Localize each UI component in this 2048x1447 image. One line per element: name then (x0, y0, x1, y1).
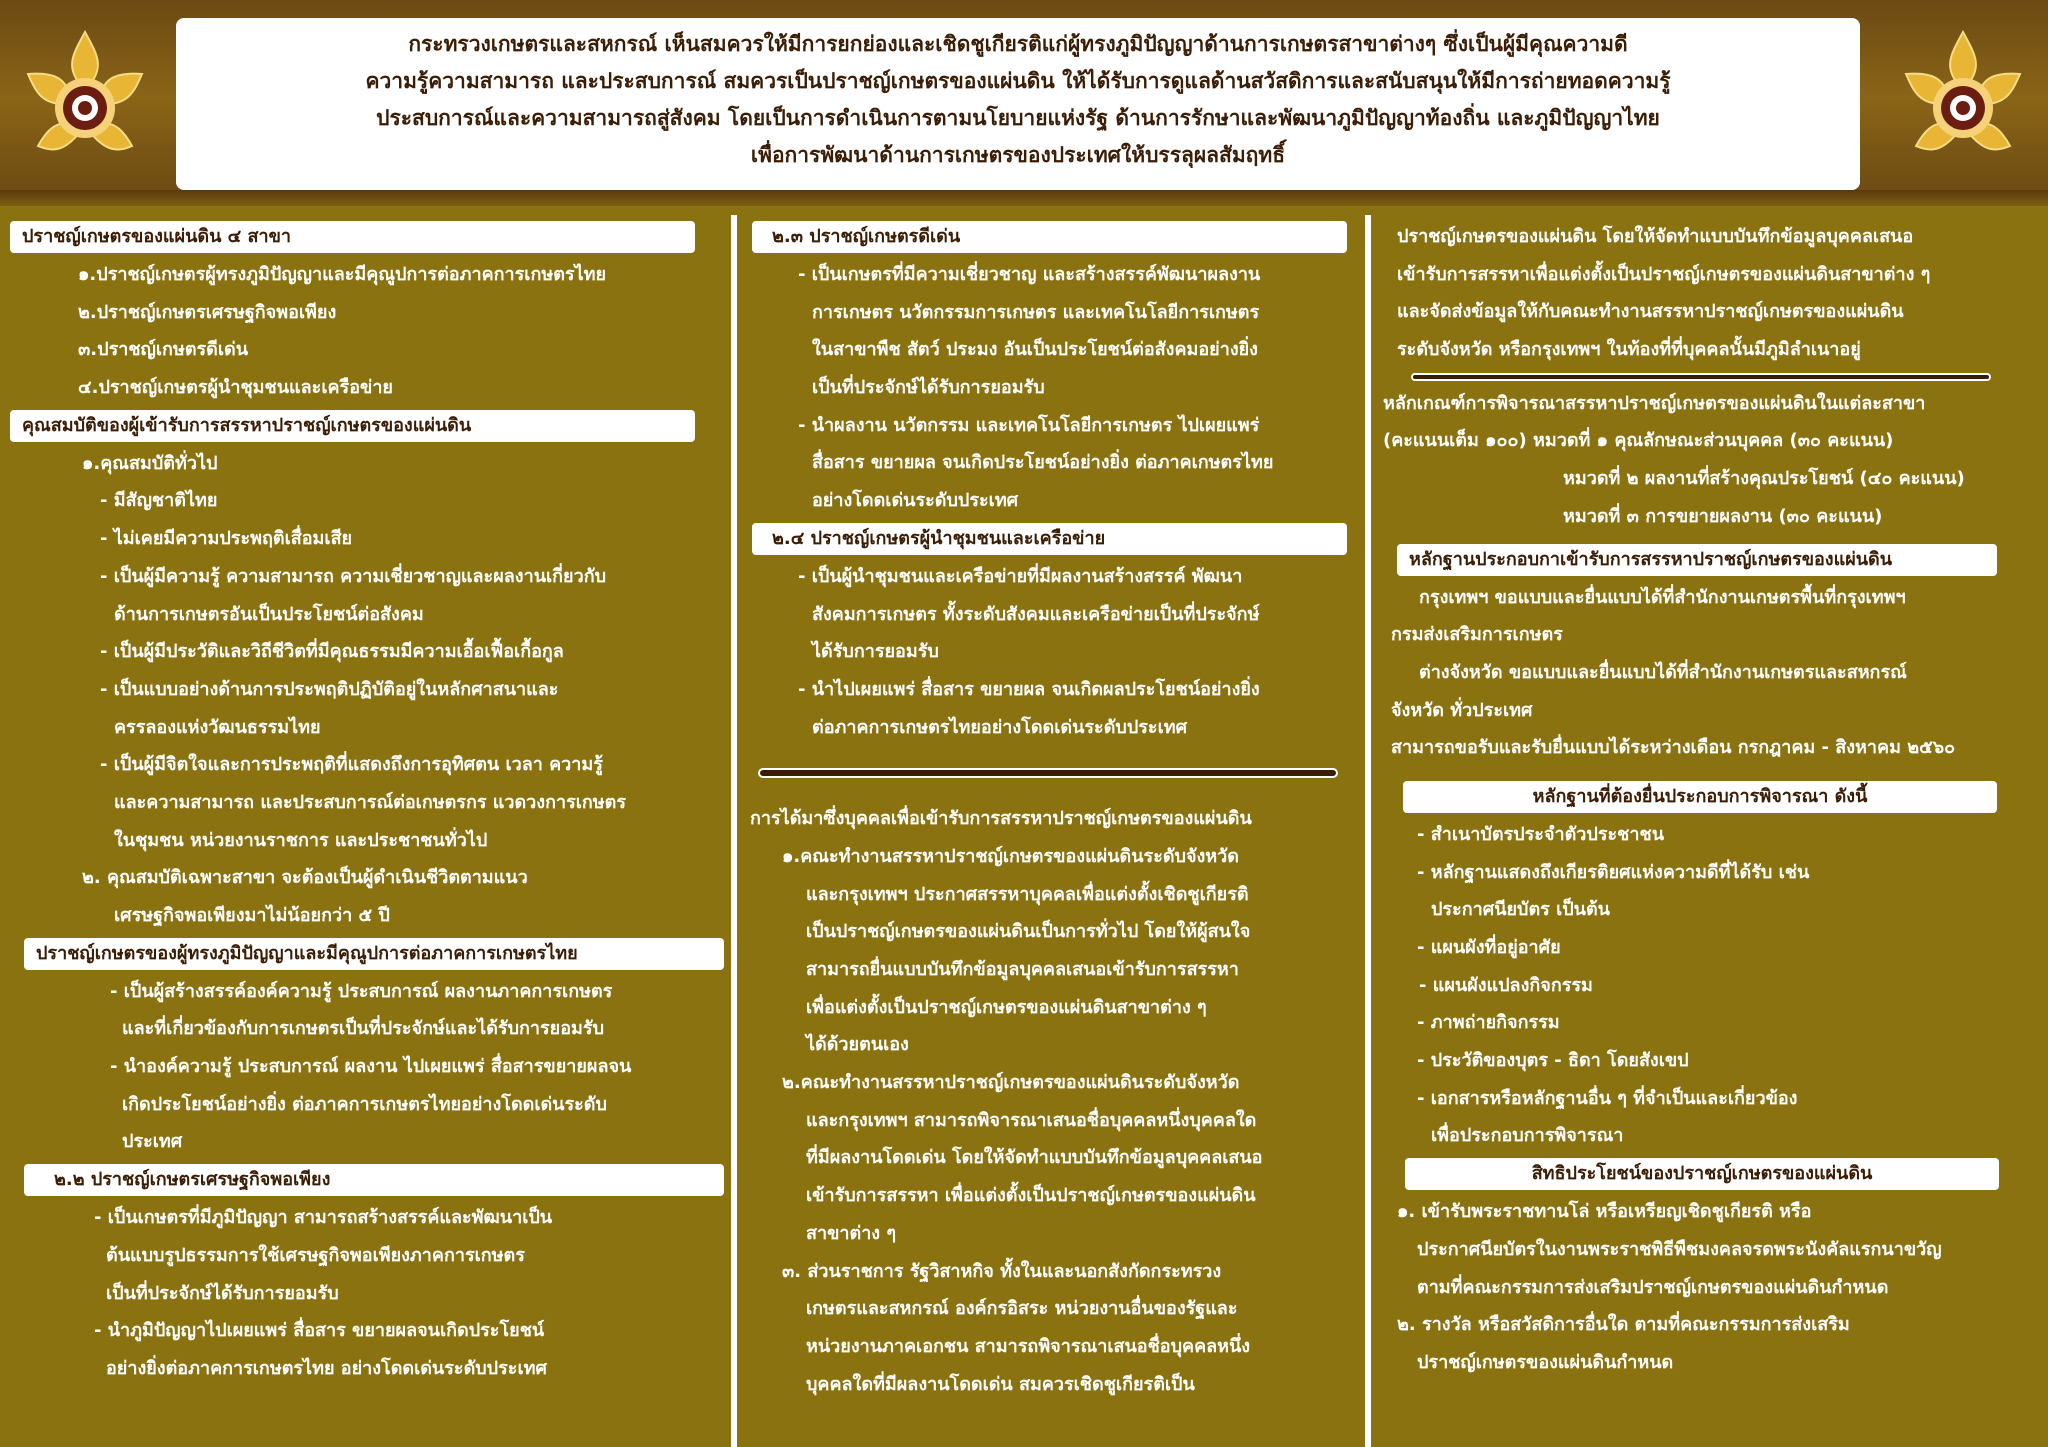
branch-detail-line: - นำองค์ความรู้ ประสบการณ์ ผลงาน ไปเผยแพร่ สื่อสารขยายผลจน (110, 1056, 632, 1078)
branch-detail-line: และที่เกี่ยวข้องกับการเกษตรเป็นที่ประจักษ์และได้รับการยอมรับ (122, 1018, 604, 1040)
qualification-line: ในชุมชน หน่วยงานราชการ และประชาชนทั่วไป (114, 829, 488, 851)
nomination-line: เป็นปราชญ์เกษตรของแผ่นดินเป็นการทั่วไป โดยให้ผู้สนใจ (806, 921, 1251, 943)
header-banner (0, 0, 2048, 197)
branch-detail-line: เกิดประโยชน์อย่างยิ่ง ต่อภาคการเกษตรไทยอย่างโดดเด่นระดับ (122, 1093, 607, 1115)
benefit-line: ๒. รางวัล หรือสวัสดิการอื่นใด ตามที่คณะกรรมการส่งเสริม (1397, 1314, 1850, 1336)
nomination-line: บุคคลใดที่มีผลงานโดดเด่น สมควรเชิดชูเกียรติเป็น (806, 1373, 1195, 1395)
branch-item: ๔.ปราชญ์เกษตรผู้นำชุมชนและเครือข่าย (78, 377, 393, 399)
nomination-line: สามารถยื่นแบบบันทึกข้อมูลบุคคลเสนอเข้ารับการสรรหา (806, 959, 1239, 980)
header-line: ความรู้ความสามารถ และประสบการณ์ สมควรเป็นปราชญ์เกษตรของแผ่นดิน ให้ได้รับการดูแลด้านสวัสดิการและสนับสนุนให้มีการถ่ายทอดความรู้ (365, 69, 1671, 93)
nomination-line: เข้ารับการสรรหา เพื่อแต่งตั้งเป็นปราชญ์เกษตรของแผ่นดิน (806, 1185, 1256, 1207)
evidence-line: กรุงเทพฯ ขอแบบและยื่นแบบได้ที่สำนักงานเกษตรพื้นที่กรุงเทพฯ (1419, 586, 1906, 608)
branch-detail-line: อย่างยิ่งต่อภาคการเกษตรไทย อย่างโดดเด่นระดับประเทศ (106, 1357, 547, 1379)
criteria-line: (คะแนนเต็ม ๑๐๐) หมวดที่ ๑ คุณลักษณะส่วนบุคคล (๓๐ คะแนน) (1383, 430, 1894, 452)
branch-detail-line: สังคมการเกษตร ทั้งระดับสังคมและเครือข่ายเป็นที่ประจักษ์ (812, 603, 1260, 625)
lotus-emblem-icon (1898, 28, 2028, 168)
intro-line: และจัดส่งข้อมูลให้กับคณะทำงานสรรหาปราชญ์เกษตรของแผ่นดิน (1397, 301, 1904, 323)
document-item: ประกาศนียบัตร เป็นต้น (1431, 899, 1610, 921)
qualification-line: - ไม่เคยมีความประพฤติเสื่อมเสีย (100, 528, 353, 550)
document-item: - สำเนาบัตรประจำตัวประชาชน (1417, 823, 1664, 845)
branch-detail-line: - นำไปเผยแพร่ สื่อสาร ขยายผล จนเกิดผลประโยชน์อย่างยิ่ง (798, 678, 1260, 700)
section-divider (1411, 373, 1991, 381)
header-statement (176, 18, 1860, 190)
qualification-line: - เป็นผู้มีความรู้ ความสามารถ ความเชี่ยวชาญและผลงานเกี่ยวกับ (100, 565, 607, 587)
document-item: เพื่อประกอบการพิจารณา (1431, 1125, 1624, 1147)
branch-item: ๓.ปราชญ์เกษตรดีเด่น (78, 339, 249, 361)
section-heading: ปราชญ์เกษตรของผู้ทรงภูมิปัญญาและมีคุณูปการต่อภาคการเกษตรไทย (24, 938, 724, 970)
nomination-line: ๓. ส่วนราชการ รัฐวิสาหกิจ ทั้งในและนอกสังกัดกระทรวง (782, 1260, 1222, 1282)
criteria-line: หลักเกณฑ์การพิจารณาสรรหาปราชญ์เกษตรของแผ่นดินในแต่ละสาขา (1383, 392, 1926, 414)
nomination-line: เกษตรและสหกรณ์ องค์กรอิสระ หน่วยงานอื่นของรัฐและ (806, 1298, 1238, 1320)
branch-item: ๑.ปราชญ์เกษตรผู้ทรงภูมิปัญญาและมีคุณูปการต่อภาคการเกษตรไทย (78, 264, 607, 285)
branch-detail-line: - เป็นผู้สร้างสรรค์องค์ความรู้ ประสบการณ์ ผลงานภาคการเกษตร (110, 980, 613, 1002)
evidence-line: กรมส่งเสริมการเกษตร (1391, 624, 1563, 646)
branch-detail-line: สื่อสาร ขยายผล จนเกิดประโยชน์อย่างยิ่ง ต่อภาคเกษตรไทย (812, 452, 1274, 474)
branch-detail-line: ต้นแบบรูปธรรมการใช้เศรษฐกิจพอเพียงภาคการเกษตร (106, 1244, 525, 1266)
branch-detail-line: ได้รับการยอมรับ (812, 641, 939, 663)
column-middle (748, 218, 1358, 1403)
section-heading: สิทธิประโยชน์ของปราชญ์เกษตรของแผ่นดิน (1405, 1158, 1999, 1190)
nomination-line: ๒.คณะทำงานสรรหาปราชญ์เกษตรของแผ่นดินระดับจังหวัด (782, 1072, 1240, 1094)
branch-detail-line: - นำผลงาน นวัตกรรม และเทคโนโลยีการเกษตร ไปเผยแพร่ (798, 414, 1260, 436)
column-divider (731, 215, 737, 1447)
nomination-line: หน่วยงานภาคเอกชน สามารถพิจารณาเสนอชื่อบุคคลหนึ่ง (806, 1335, 1251, 1357)
header-bottom-band (0, 190, 2048, 206)
nomination-line: สาขาต่าง ๆ (806, 1222, 897, 1244)
section-heading: หลักฐานที่ต้องยื่นประกอบการพิจารณา ดังนี้ (1403, 781, 1997, 813)
document-item: - ภาพถ่ายกิจกรรม (1417, 1012, 1560, 1034)
branch-detail-line: - นำภูมิปัญญาไปเผยแพร่ สื่อสาร ขยายผลจนเกิดประโยชน์ (94, 1320, 545, 1342)
intro-line: เข้ารับการสรรหาเพื่อแต่งตั้งเป็นปราชญ์เกษตรของแผ่นดินสาขาต่าง ๆ (1397, 263, 1931, 285)
evidence-line: สามารถขอรับและรับยื่นแบบได้ระหว่างเดือน กรกฎาคม - สิงหาคม ๒๕๖๐ (1391, 737, 1956, 759)
nomination-line: และกรุงเทพฯ สามารถพิจารณาเสนอชื่อบุคคลหนึ่งบุคคลใด (806, 1109, 1257, 1131)
qualification-line: ๑.คุณสมบัติทั่วไป (82, 452, 218, 474)
evidence-line: ต่างจังหวัด ขอแบบและยื่นแบบได้ที่สำนักงานเกษตรและสหกรณ์ (1419, 661, 1907, 683)
nomination-title: การได้มาซึ่งบุคคลเพื่อเข้ารับการสรรหาปราชญ์เกษตรของแผ่นดิน (750, 808, 1252, 830)
nomination-line: เพื่อแต่งตั้งเป็นปราชญ์เกษตรของแผ่นดินสาขาต่าง ๆ (806, 996, 1207, 1018)
branch-detail-line: อย่างโดดเด่นระดับประเทศ (812, 490, 1019, 512)
document-item: - หลักฐานแสดงถึงเกียรติยศแห่งความดีที่ได้รับ เช่น (1417, 861, 1810, 883)
qualification-line: - มีสัญชาติไทย (100, 490, 218, 512)
column-left (10, 218, 720, 1388)
section-heading: คุณสมบัติของผู้เข้ารับการสรรหาปราชญ์เกษตรของแผ่นดิน (10, 410, 695, 442)
intro-line: ระดับจังหวัด หรือกรุงเทพฯ ในท้องที่ที่บุคคลนั้นมีภูมิลำเนาอยู่ (1397, 339, 1861, 361)
benefit-line: ประกาศนียบัตรในงานพระราชพิธีพืชมงคลจรดพระนังคัลแรกนาขวัญ (1417, 1238, 1942, 1260)
benefit-line: ตามที่คณะกรรมการส่งเสริมปราชญ์เกษตรของแผ่นดินกำหนด (1417, 1276, 1889, 1298)
section-divider (758, 768, 1338, 778)
qualification-line: ด้านการเกษตรอันเป็นประโยชน์ต่อสังคม (114, 603, 424, 625)
benefit-line: ๑. เข้ารับพระราชทานโล่ หรือเหรียญเชิดชูเกียรติ หรือ (1397, 1201, 1812, 1223)
qualification-line: ๒. คุณสมบัติเฉพาะสาขา จะต้องเป็นผู้ดำเนินชีวิตตามแนว (82, 867, 528, 889)
branch-detail-line: ในสาขาพืช สัตว์ ประมง อันเป็นประโยชน์ต่อสังคมอย่างยิ่ง (812, 339, 1258, 361)
qualification-line: - เป็นผู้มีประวัติและวิถีชีวิตที่มีคุณธรรมมีความเอื้อเฟื้อเกื้อกูล (100, 641, 564, 663)
section-heading: ปราชญ์เกษตรของแผ่นดิน ๔ สาขา (10, 221, 695, 253)
column-right (1383, 218, 2038, 1382)
qualification-line: เศรษฐกิจพอเพียงมาไม่น้อยกว่า ๕ ปี (114, 905, 390, 926)
section-heading: ๒.๓ ปราชญ์เกษตรดีเด่น (752, 221, 1347, 253)
header-line: เพื่อการพัฒนาด้านการเกษตรของประเทศให้บรรลุผลสัมฤทธิ์ (750, 143, 1286, 167)
section-heading: หลักฐานประกอบกาเข้ารับการสรรหาปราชญ์เกษตรของแผ่นดิน (1397, 544, 1997, 576)
qualification-line: และความสามารถ และประสบการณ์ต่อเกษตรกร แวดวงการเกษตร (114, 791, 627, 813)
branch-detail-line: การเกษตร นวัตกรรมการเกษตร และเทคโนโลยีการเกษตร (812, 301, 1260, 323)
branch-detail-line: เป็นที่ประจักษ์ได้รับการยอมรับ (106, 1282, 339, 1304)
nomination-line: ๑.คณะทำงานสรรหาปราชญ์เกษตรของแผ่นดินระดับจังหวัด (782, 845, 1239, 867)
header-line: กระทรวงเกษตรและสหกรณ์ เห็นสมควรให้มีการยกย่องและเชิดชูเกียรติแก่ผู้ทรงภูมิปัญญาด้านการเกษตรสาขาต่างๆ ซึ่งเป็นผู้มีคุณความดี (408, 32, 1628, 56)
branch-detail-line: - เป็นเกษตรที่มีความเชี่ยวชาญ และสร้างสรรค์พัฒนาผลงาน (798, 264, 1261, 285)
branch-detail-line: ต่อภาคการเกษตรไทยอย่างโดดเด่นระดับประเทศ (812, 716, 1188, 738)
branch-detail-line: ประเทศ (122, 1131, 183, 1153)
evidence-line: จังหวัด ทั่วประเทศ (1391, 699, 1533, 721)
document-item: - แผนผังแปลงกิจกรรม (1419, 974, 1593, 996)
branch-detail-line: เป็นที่ประจักษ์ได้รับการยอมรับ (812, 377, 1045, 399)
document-item: - เอกสารหรือหลักฐานอื่น ๆ ที่จำเป็นและเกี่ยวข้อง (1417, 1087, 1798, 1109)
section-heading: ๒.๒ ปราชญ์เกษตรเศรษฐกิจพอเพียง (24, 1164, 724, 1196)
qualification-line: - เป็นผู้มีจิตใจและการประพฤติที่แสดงถึงการอุทิศตน เวลา ความรู้ (100, 754, 603, 776)
branch-detail-line: - เป็นเกษตรที่มีภูมิปัญญา สามารถสร้างสรรค์และพัฒนาเป็น (94, 1207, 553, 1229)
lotus-emblem-icon (20, 28, 150, 168)
column-divider (1365, 215, 1371, 1447)
document-item: - ประวัติของบุตร - ธิดา โดยสังเขป (1417, 1050, 1689, 1072)
nomination-line: ได้ด้วยตนเอง (806, 1034, 909, 1056)
document-item: - แผนผังที่อยู่อาศัย (1417, 937, 1561, 958)
nomination-line: และกรุงเทพฯ ประกาศสรรหาบุคคลเพื่อแต่งตั้งเชิดชูเกียรติ (806, 883, 1249, 905)
intro-line: ปราชญ์เกษตรของแผ่นดิน โดยให้จัดทำแบบบันทึกข้อมูลบุคคลเสนอ (1397, 226, 1914, 247)
criteria-line: หมวดที่ ๓ การขยายผลงาน (๓๐ คะแนน) (1563, 505, 1883, 527)
benefit-line: ปราชญ์เกษตรของแผ่นดินกำหนด (1417, 1351, 1674, 1373)
branch-item: ๒.ปราชญ์เกษตรเศรษฐกิจพอเพียง (78, 301, 337, 323)
criteria-line: หมวดที่ ๒ ผลงานที่สร้างคุณประโยชน์ (๔๐ คะแนน) (1563, 468, 1965, 490)
nomination-line: ที่มีผลงานโดดเด่น โดยให้จัดทำแบบบันทึกข้อมูลบุคคลเสนอ (806, 1147, 1263, 1169)
qualification-line: - เป็นแบบอย่างด้านการประพฤติปฏิบัติอยู่ในหลักศาสนาและ (100, 678, 559, 700)
qualification-line: ครรลองแห่งวัฒนธรรมไทย (114, 716, 321, 738)
header-line: ประสบการณ์และความสามารถสู่สังคม โดยเป็นการดำเนินการตามนโยบายแห่งรัฐ ด้านการรักษาและพัฒนาภูมิปัญญาท้องถิ่น และภูมิปัญญาไทย (376, 106, 1660, 130)
branch-detail-line: - เป็นผู้นำชุมชนและเครือข่ายที่มีผลงานสร้างสรรค์ พัฒนา (798, 565, 1243, 587)
section-heading: ๒.๔ ปราชญ์เกษตรผู้นำชุมชนและเครือข่าย (752, 523, 1347, 555)
